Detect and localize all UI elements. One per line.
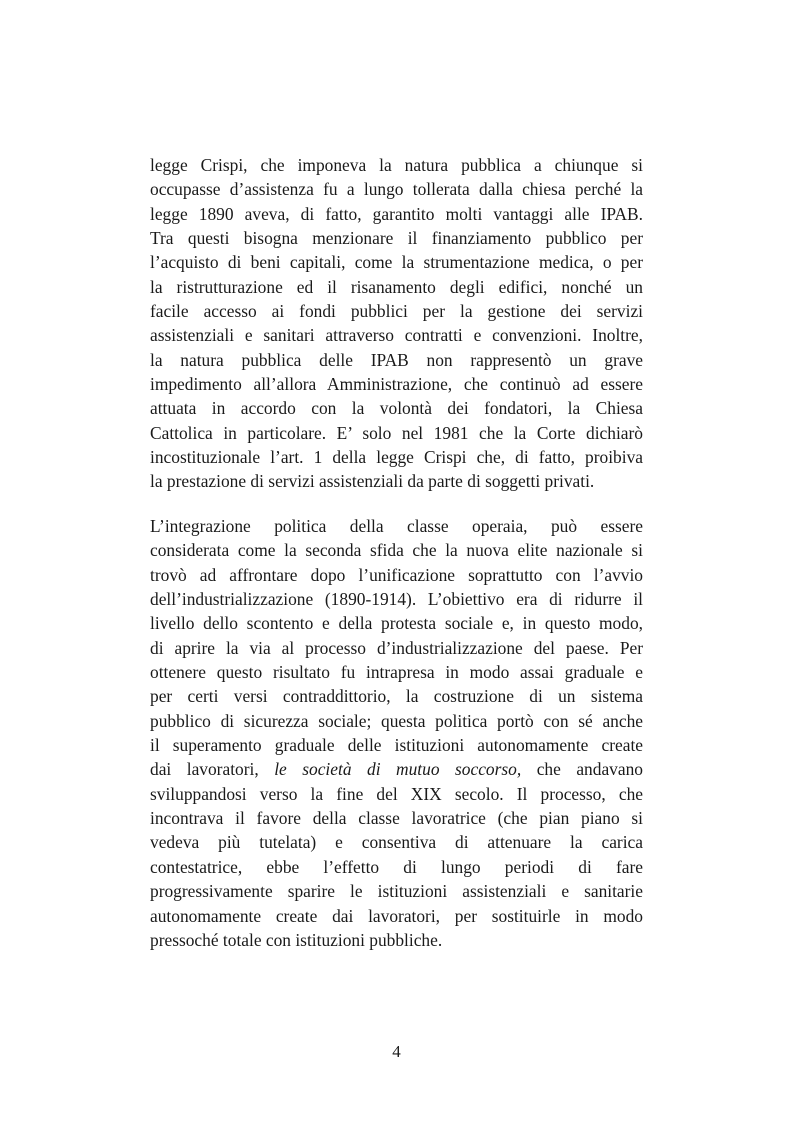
paragraph-line: impedimento all’allora Amministrazione, che continuò ad essere [150,374,643,395]
paragraph-line: contestatrice, ebbe l’effetto di lungo periodi di fare [150,856,643,877]
line-prefix: dai lavoratori, [150,759,259,780]
paragraph-line-with-italic [150,757,643,781]
paragraph-line: progressivamente sparire le istituzioni assistenziali e sanitarie [150,881,643,902]
paragraph-line: pressoché totale con istituzioni pubbliche. [150,929,443,950]
page-number: 4 [392,1042,401,1061]
paragraph-line: Cattolica in particolare. E’ solo nel 1981 che la Corte dichiarò [150,422,643,443]
paragraph-line: L’integrazione politica della classe operaia, può essere [150,516,643,536]
paragraph-line: attuata in accordo con la volontà dei fondatori, la Chiesa [150,398,643,419]
paragraph-line: autonomamente create dai lavoratori, per sostituirle in modo [150,905,643,926]
line-suffix: che andavano [536,759,643,780]
paragraph-line: livello dello scontento e della protesta sociale e, in questo modo, [150,613,643,634]
paragraph-line: legge Crispi, che imponeva la natura pubblica a chiunque si [150,155,643,175]
italic-term: le società di mutuo soccorso, [274,759,522,780]
paragraph-line: incostituzionale l’art. 1 della legge Crispi che, di fatto, proibiva [150,447,643,468]
paragraph-line: per certi versi contraddittorio, la costruzione di un sistema [150,686,643,707]
paragraph-line: considerata come la seconda sfida che la nuova elite nazionale si [150,540,643,561]
paragraph-line: occupasse d’assistenza fu a lungo tollerata dalla chiesa perché la [150,179,643,200]
paragraph-line: la ristrutturazione ed il risanamento degli edifici, nonché un [150,276,643,297]
paragraph-line: legge 1890 aveva, di fatto, garantito molti vantaggi alle IPAB. [150,203,643,224]
paragraph-line: vedeva più tutelata) e consentiva di attenuare la carica [150,832,643,853]
paragraph-line: assistenziali e sanitari attraverso contratti e convenzioni. Inoltre, [150,325,643,346]
paragraph-line: la prestazione di servizi assistenziali da parte di soggetti privati. [150,471,595,492]
paragraph-line: sviluppandosi verso la fine del XIX secolo. Il processo, che [150,783,643,804]
paragraph-2 [150,514,643,952]
paragraph-line: il superamento graduale delle istituzioni autonomamente create [150,735,643,756]
paragraph-line: l’acquisto di beni capitali, come la strumentazione medica, o per [150,252,643,273]
paragraph-line: ottenere questo risultato fu intrapresa in modo assai graduale e [150,662,643,683]
paragraph-line: Tra questi bisogna menzionare il finanziamento pubblico per [150,228,643,249]
paragraph-line: dell’industrializzazione (1890-1914). L’obiettivo era di ridurre il [150,589,643,610]
paragraph-line: trovò ad affrontare dopo l’unificazione soprattutto con l’avvio [150,564,643,585]
paragraph-line: incontrava il favore della classe lavoratrice (che pian piano si [150,808,643,829]
paragraph-line: la natura pubblica delle IPAB non rappresentò un grave [150,349,643,370]
paragraph-line: di aprire la via al processo d’industrializzazione del paese. Per [150,637,643,658]
paragraph-1 [150,153,643,494]
paragraph-line: pubblico di sicurezza sociale; questa politica portò con sé anche [150,710,643,731]
paragraph-line: facile accesso ai fondi pubblici per la gestione dei servizi [150,301,643,322]
